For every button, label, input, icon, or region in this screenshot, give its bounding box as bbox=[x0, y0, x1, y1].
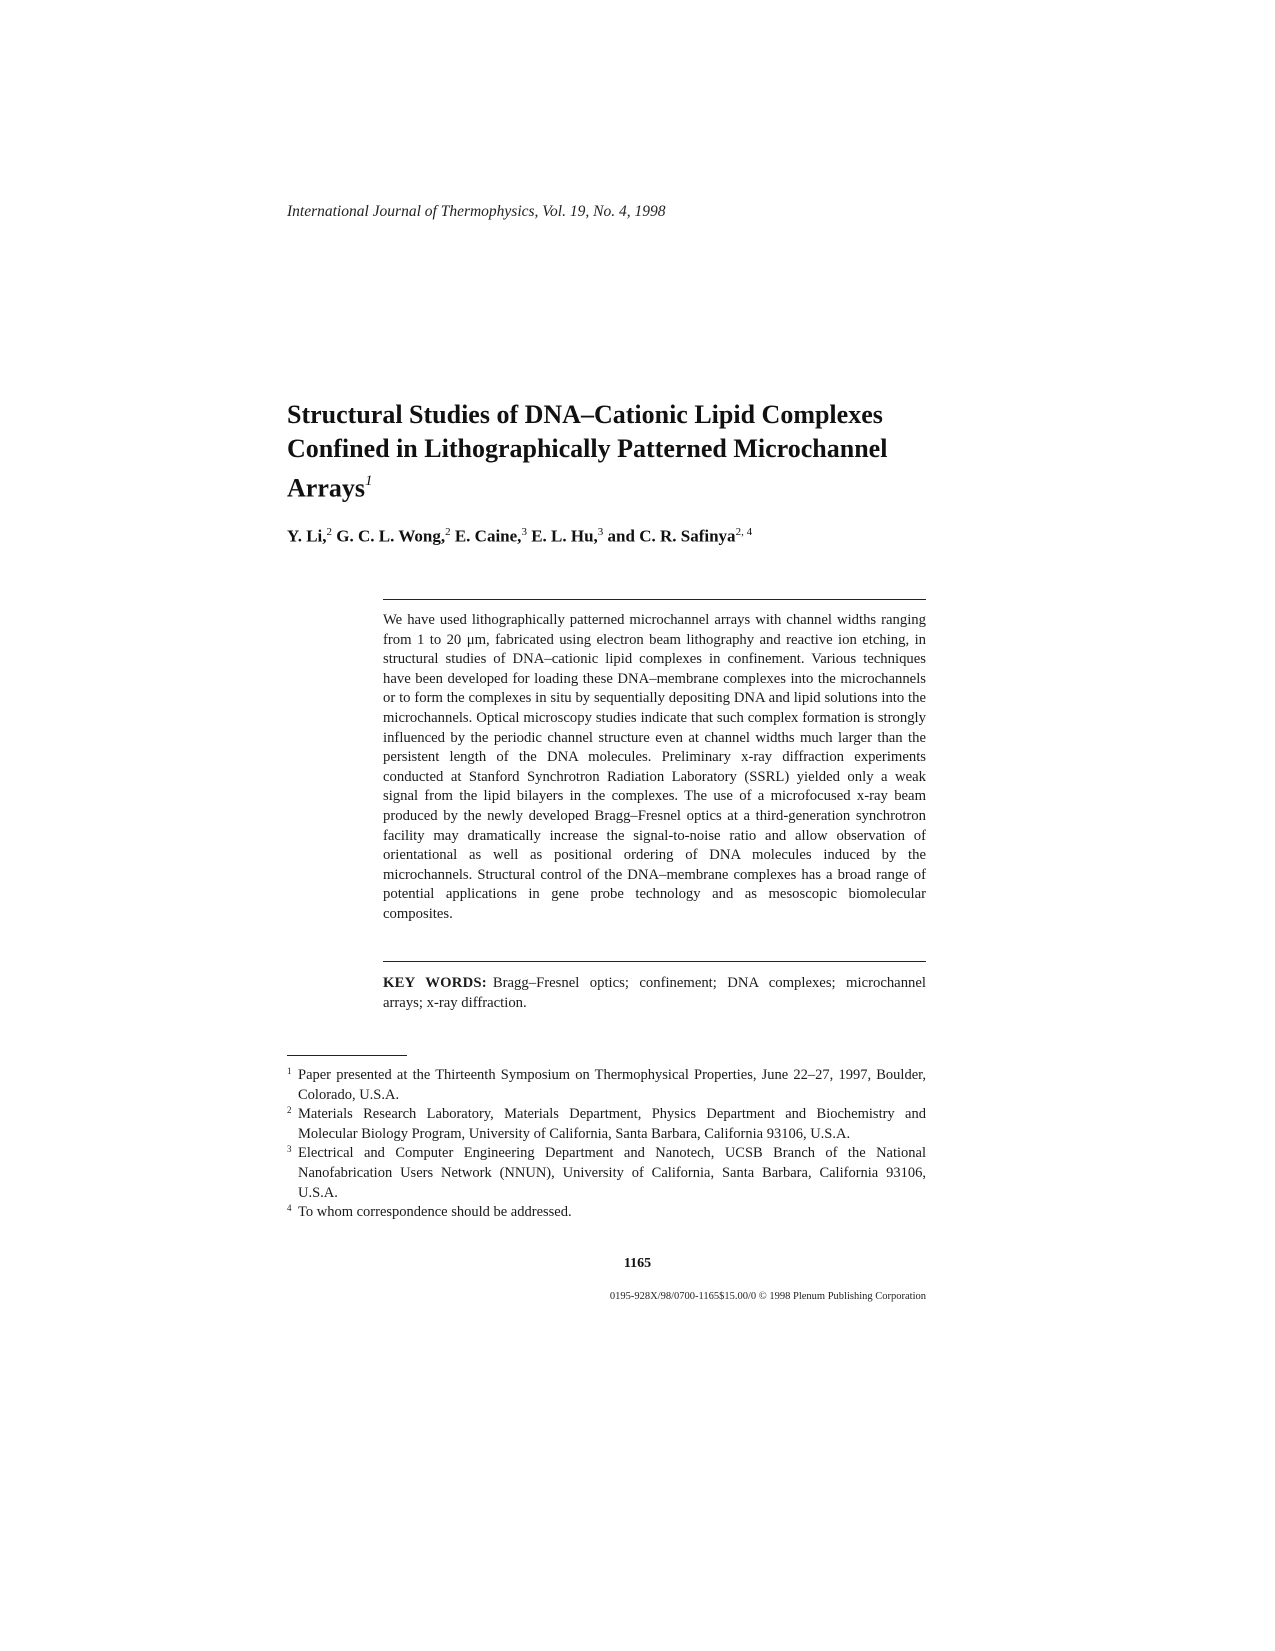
footnote bbox=[287, 1066, 926, 1105]
footnote-text: Electrical and Computer Engineering Department and Nanotech, UCSB Branch of the National Nanofabrication Users Network (NNUN), University of California, Santa Barbara, California 93106, U.S.A. bbox=[298, 1145, 926, 1201]
author-affiliation-mark: 2 bbox=[326, 526, 333, 538]
author-name: Y. Li, bbox=[287, 526, 327, 546]
author-affiliation-mark: 3 bbox=[521, 526, 527, 538]
footnote-mark: 1 bbox=[287, 1066, 292, 1076]
copyright-line: 0195-928X/98/0700-1165$15.00/0 © 1998 Plenum Publishing Corporation bbox=[609, 1291, 926, 1302]
footnote bbox=[287, 1144, 926, 1203]
author-name: E. Caine, bbox=[454, 526, 522, 546]
author-name: and C. R. Safinya bbox=[607, 526, 736, 546]
footnote bbox=[287, 1105, 926, 1144]
author-affiliation-mark: 2, 4 bbox=[735, 526, 753, 538]
footnote-text: To whom correspondence should be addressed. bbox=[298, 1204, 572, 1221]
abstract-text: We have used lithographically patterned microchannel arrays with channel widths ranging from 1 to 20 μm, fabricated using electron beam lithography and reactive ion etching, in structural studies of DNA–cationic lipid complexes in confinement. Various techniques have been developed for loading these DNA–membrane complexes into the microchannels or to form the complexes in situ by sequentially depositing DNA and lipid solutions into the microchannels. Optical microscopy studies indicate that such complex formation is strongly influenced by the periodic channel structure even at channel widths much larger than the persistent length of the DNA molecules. Preliminary x-ray diffraction experiments conducted at Stanford Synchrotron Radiation Laboratory (SSRL) yielded only a weak signal from the lipid bilayers in the complexes. The use of a microfocused x-ray beam produced by the newly developed Bragg–Fresnel optics at a third-generation synchrotron facility may dramatically increase the signal-to-noise ratio and allow observation of orientational as well as positional ordering of DNA molecules induced by the microchannels. Structural control of the DNA–membrane complexes has a broad range of potential applications in gene probe technology and as mesoscopic biomolecular composites. bbox=[383, 612, 926, 922]
journal-citation: International Journal of Thermophysics, Vol. 19, No. 4, 1998 bbox=[287, 203, 666, 220]
page-number: 1165 bbox=[623, 1256, 652, 1271]
footnote-text: Materials Research Laboratory, Materials Department, Physics Department and Biochemistry and Molecular Biology Program, University of California, Santa Barbara, California 93106, U.S.A. bbox=[298, 1106, 926, 1142]
abstract-bottom-rule bbox=[383, 961, 926, 962]
keywords-label: KEY WORDS: bbox=[383, 975, 487, 991]
abstract-top-rule bbox=[383, 599, 926, 600]
author-name: E. L. Hu, bbox=[531, 526, 598, 546]
keywords bbox=[383, 974, 926, 1013]
author-affiliation-mark: 2 bbox=[445, 526, 451, 538]
footnote-mark: 2 bbox=[287, 1105, 292, 1116]
footnote-separator bbox=[287, 1055, 407, 1056]
keywords-text: Bragg–Fresnel optics; confinement; DNA complexes; microchannel arrays; x-ray diffraction. bbox=[383, 975, 926, 1011]
footnote bbox=[287, 1203, 926, 1223]
footnote-text: Paper presented at the Thirteenth Symposium on Thermophysical Properties, June 22–27, 1997, Boulder, Colorado, U.S.A. bbox=[298, 1067, 926, 1103]
footnote-list bbox=[287, 1066, 926, 1223]
title-footnote-mark: 1 bbox=[364, 473, 373, 489]
footnote-mark: 3 bbox=[287, 1144, 292, 1155]
author-affiliation-mark: 3 bbox=[597, 526, 604, 538]
author-list bbox=[287, 526, 752, 547]
author-name: G. C. L. Wong, bbox=[336, 526, 446, 546]
paper-title-text: Structural Studies of DNA–Cationic Lipid Complexes Confined in Lithographically Patterned Microchannel Arrays bbox=[287, 400, 888, 503]
footnote-mark: 4 bbox=[287, 1203, 292, 1214]
paper-title bbox=[287, 398, 937, 506]
